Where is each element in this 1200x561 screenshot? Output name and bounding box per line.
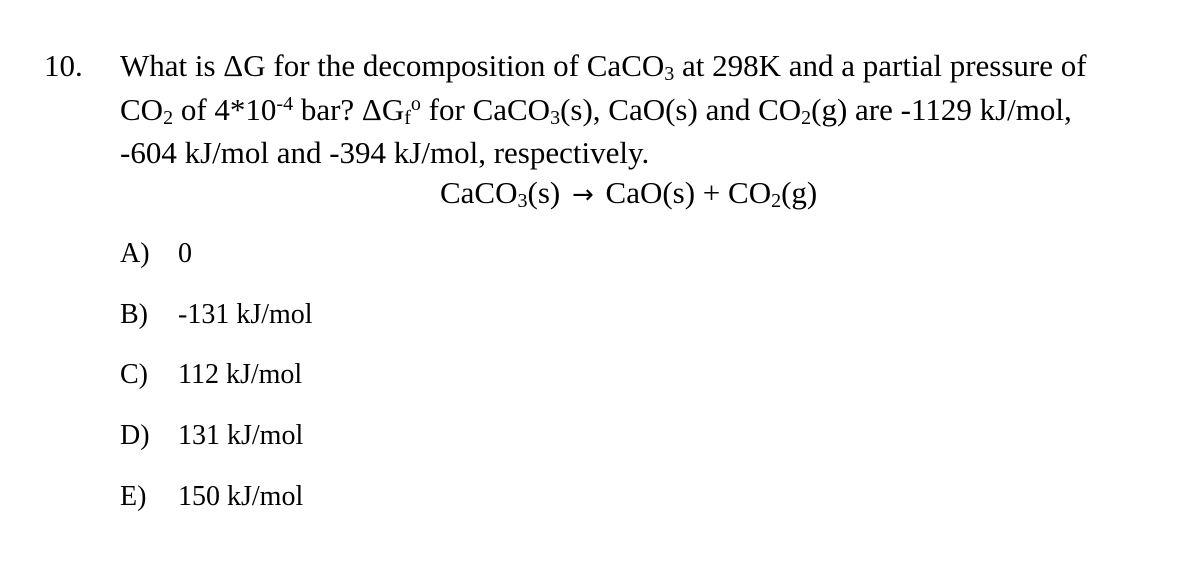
question-text: What is ΔG for the decomposition of CaCO — [120, 48, 665, 83]
answer-choice-d[interactable] — [120, 418, 303, 454]
question-text: at 298K and a partial pressure of — [674, 48, 1087, 83]
choice-letter: C) — [120, 359, 148, 390]
reaction-equation — [440, 173, 817, 215]
choice-letter: D) — [120, 420, 150, 451]
choice-text: 131 kJ/mol — [178, 420, 304, 451]
subscript: 2 — [163, 107, 174, 129]
products: CaO(s) + CO — [605, 175, 772, 210]
question-text: of 4*10 — [173, 92, 277, 127]
choice-letter: B) — [120, 299, 148, 330]
subscript: 3 — [550, 107, 561, 129]
question-line-3: -604 kJ/mol and -394 kJ/mol, respectively. — [120, 135, 650, 170]
question-text: for CaCO — [420, 92, 551, 127]
choice-text: 0 — [178, 238, 192, 269]
choice-letter: A) — [120, 238, 150, 269]
question-number: 10. — [44, 48, 83, 83]
reactant: CaCO — [440, 175, 518, 210]
choice-text: 150 kJ/mol — [178, 481, 304, 512]
question-line-1 — [120, 46, 1087, 86]
subscript: 2 — [801, 107, 812, 129]
answer-choice-c[interactable] — [120, 357, 302, 393]
answer-choice-a[interactable] — [120, 236, 192, 272]
subscript: 3 — [664, 63, 675, 85]
question-text: (s), CaO(s) and CO — [560, 92, 802, 127]
superscript: -4 — [276, 93, 294, 115]
choice-letter: E) — [120, 481, 147, 512]
subscript: 3 — [517, 190, 528, 212]
answer-choice-b[interactable] — [120, 297, 313, 333]
product-state: (g) — [781, 175, 818, 210]
right-arrow-icon: → — [571, 180, 594, 210]
subscript: f — [404, 107, 411, 129]
question-text: bar? ΔG — [293, 92, 405, 127]
question-text: CO — [120, 92, 164, 127]
choice-text: 112 kJ/mol — [178, 359, 303, 390]
superscript: o — [410, 93, 421, 115]
question-line-2 — [120, 90, 1072, 130]
choice-text: -131 kJ/mol — [178, 299, 313, 330]
question-text: (g) are -1129 kJ/mol, — [811, 92, 1072, 127]
answer-choice-e[interactable] — [120, 479, 303, 515]
subscript: 2 — [771, 190, 782, 212]
reactant-state: (s) — [527, 175, 561, 210]
